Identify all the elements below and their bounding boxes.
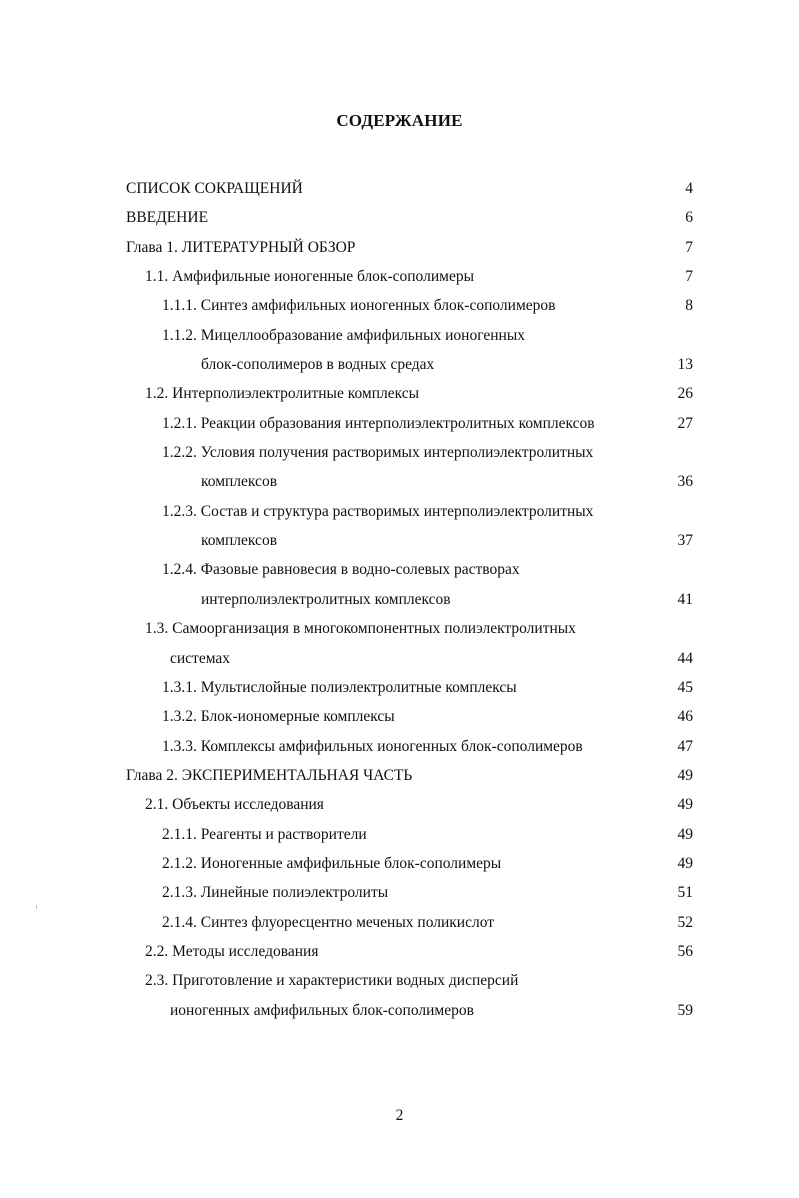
toc-entry [0,555,799,584]
toc-entry [0,790,799,819]
toc-entry-text: 2.1.3. Линейные полиэлектролиты [162,884,389,902]
toc-entry-text: 1.1. Амфифильные ионогенные блок-сополимеры [145,268,474,286]
toc-entry-text: 2.1. Объекты исследования [145,796,324,814]
toc-entry-page: 8 [685,297,693,315]
toc-entry [0,673,799,702]
toc-entry-text: 1.3.1. Мультислойные полиэлектролитные комплексы [162,678,517,696]
scan-speck [36,905,37,909]
toc-entry-page: 13 [677,356,693,374]
toc-entry [0,761,799,790]
toc-entry-page: 37 [677,532,693,550]
toc-entry-text: 1.3.2. Блок-иономерные комплексы [162,708,395,726]
toc-entry-page: 26 [677,385,693,403]
toc-entry-text: 2.2. Методы исследования [145,942,319,960]
toc-entry [0,526,799,555]
toc-entry-page: 46 [677,708,693,726]
toc-entry [0,291,799,320]
toc-entry-text: комплексов [201,532,278,550]
toc-entry [0,350,799,379]
toc-entry-text: Глава 1. ЛИТЕРАТУРНЫЙ ОБЗОР [126,238,356,256]
toc-entry-text: 1.1.2. Мицеллообразование амфифильных ионогенных [162,326,525,344]
toc-entry-text: 2.1.1. Реагенты и растворители [162,825,367,843]
toc-entry-page: 49 [677,796,693,814]
toc-entry-text: интерполиэлектролитных комплексов [201,590,451,608]
toc-entry-page: 6 [685,209,693,227]
toc-entry [0,937,799,966]
toc-entry-page: 44 [677,649,693,667]
toc-entry-page: 59 [677,1001,693,1019]
toc-entry-text: 2.3. Приготовление и характеристики водных дисперсий [145,972,519,990]
toc-entry [0,585,799,614]
toc-entry [0,878,799,907]
toc-entry-text: 1.2.1. Реакции образования интерполиэлектролитных комплексов [162,414,595,432]
toc-entry [0,203,799,232]
toc-entry-page: 27 [677,414,693,432]
toc-entry-text: Глава 2. ЭКСПЕРИМЕНТАЛЬНАЯ ЧАСТЬ [126,766,413,784]
toc-entry-text: 1.2.2. Условия получения растворимых интерполиэлектролитных [162,444,594,462]
page-title: СОДЕРЖАНИЕ [336,111,463,130]
toc-entry [0,379,799,408]
toc-entry [0,614,799,643]
toc-entry-page: 56 [677,942,693,960]
toc-entry-text: 1.3. Самоорганизация в многокомпонентных полиэлектролитных [145,620,576,638]
toc-entry-text: 1.2. Интерполиэлектролитные комплексы [145,385,420,403]
page-number: 2 [395,1107,404,1124]
toc-entry-text: 2.1.2. Ионогенные амфифильные блок-сополимеры [162,854,502,872]
toc-entry [0,908,799,937]
toc-entry-page: 52 [677,913,693,931]
toc-entry [0,996,799,1025]
toc-entry-text: 1.2.4. Фазовые равновесия в водно-солевых растворах [162,561,520,579]
toc-entry [0,321,799,350]
toc-entry [0,233,799,262]
toc-entry-page: 7 [685,238,693,256]
table-of-contents [0,174,799,1025]
toc-entry-page: 45 [677,678,693,696]
toc-entry [0,497,799,526]
toc-entry [0,820,799,849]
toc-entry-page: 47 [677,737,693,755]
toc-entry-page: 36 [677,473,693,491]
toc-entry [0,409,799,438]
toc-entry [0,702,799,731]
toc-entry [0,174,799,203]
toc-entry-page: 51 [677,884,693,902]
toc-entry-text: 1.1.1. Синтез амфифильных ионогенных блок-сополимеров [162,297,556,315]
toc-entry-text: комплексов [201,473,278,491]
toc-entry [0,467,799,496]
toc-entry [0,438,799,467]
toc-entry-page: 49 [677,854,693,872]
toc-entry-text: ионогенных амфифильных блок-сополимеров [170,1001,474,1019]
toc-entry-text: системах [170,649,231,667]
toc-entry-text: 1.2.3. Состав и структура растворимых интерполиэлектролитных [162,502,594,520]
toc-entry-page: 49 [677,825,693,843]
toc-entry [0,644,799,673]
toc-entry [0,966,799,995]
toc-entry-text: СПИСОК СОКРАЩЕНИЙ [126,180,303,197]
toc-entry-text: блок-сополимеров в водных средах [201,356,435,374]
toc-entry-page: 7 [685,268,693,286]
toc-entry [0,849,799,878]
toc-entry-text: 1.3.3. Комплексы амфифильных ионогенных блок-сополимеров [162,737,583,755]
toc-entry-page: 4 [685,180,693,197]
toc-entry-text: ВВЕДЕНИЕ [126,209,209,227]
toc-entry-page: 49 [677,766,693,784]
toc-entry-page: 41 [677,590,693,608]
toc-entry [0,732,799,761]
toc-entry [0,262,799,291]
toc-entry-text: 2.1.4. Синтез флуоресцентно меченых поликислот [162,913,495,931]
